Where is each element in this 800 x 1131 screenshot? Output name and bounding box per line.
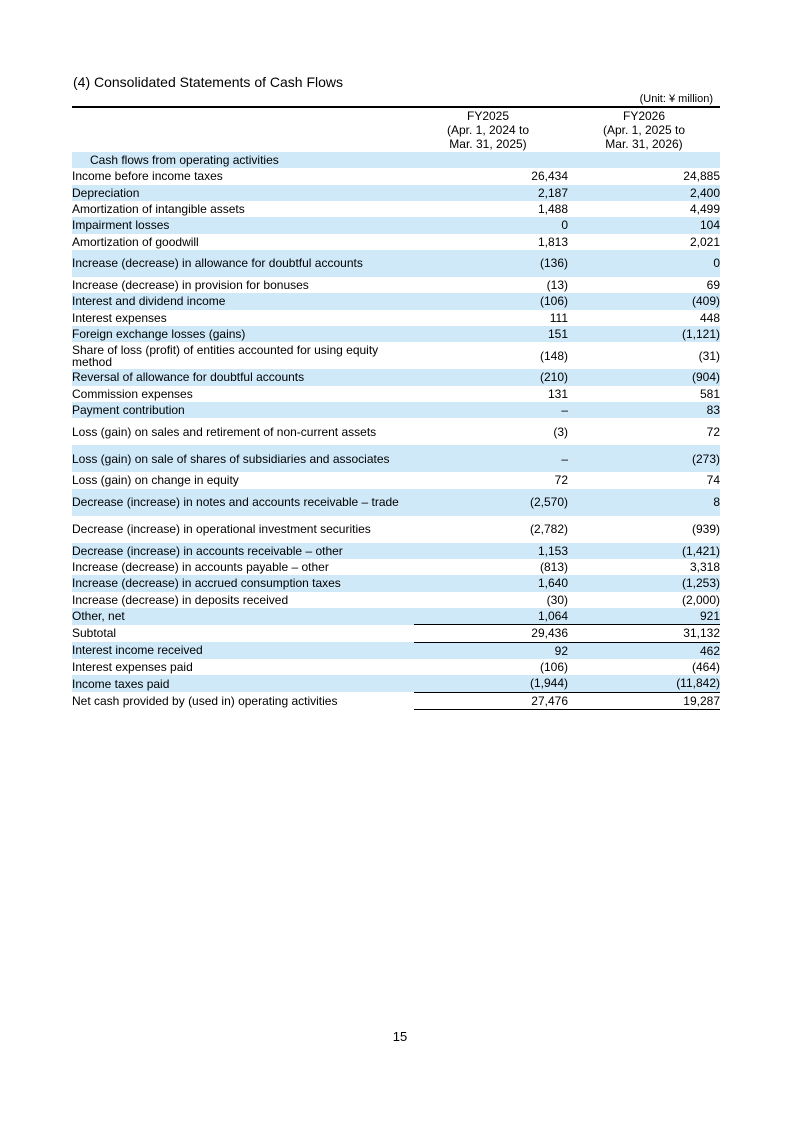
fy2025-value: 27,476 [414,692,568,709]
page-number: 15 [392,1029,408,1044]
fy2025-value: 0 [414,217,568,233]
fy2026-value: (2,000) [681,592,720,607]
table-row [72,543,720,559]
table-row [72,326,720,342]
fy2026-value: 19,287 [568,692,720,709]
fy2025-value: 92 [414,642,568,659]
fy2025-value: (3) [553,424,568,439]
fy2025-value: 29,436 [414,625,568,642]
top-rule [72,106,720,108]
row-label: Foreign exchange losses (gains) [72,326,414,342]
table-row [72,418,720,445]
fy2025-value: 2,187 [414,185,568,201]
table-row [72,386,720,402]
fy2026-value: (464) [691,660,720,675]
fy2026-value: 69 [706,278,720,293]
row-label: Increase (decrease) in allowance for doubtful accounts [72,250,414,277]
fy2026-value: 462 [568,642,720,659]
row-label: Decrease (increase) in operational investment securities [72,522,371,537]
table-row [72,402,720,418]
column-header-fy2025 [414,109,562,151]
fy2025-value: 72 [554,473,568,488]
table-row [72,559,720,575]
column-year: FY2026 [622,109,666,123]
row-label: Interest expenses [72,310,167,325]
fy2025-value: 26,434 [531,169,568,184]
fy2025-value: (136) [414,250,568,277]
row-label: Net cash provided by (used in) operating activities [72,693,338,708]
fy2025-value: (2,570) [414,489,568,516]
fy2026-value: 74 [706,473,720,488]
row-label: Reversal of allowance for doubtful accounts [72,369,414,385]
section-title: (4) Consolidated Statements of Cash Flows [73,74,344,90]
row-label: Other, net [72,608,414,625]
fy2026-value: (409) [568,293,720,309]
fy2026-value: 921 [568,608,720,625]
cash-flow-table [72,152,720,710]
column-header-fy2026 [570,109,718,151]
column-period-end: Mar. 31, 2025) [449,137,527,151]
fy2026-value: 448 [699,310,720,325]
table-row [72,234,720,250]
fy2025-value: (106) [414,293,568,309]
fy2025-value: (210) [414,369,568,385]
row-label: Subtotal [72,626,117,641]
row-label: Loss (gain) on change in equity [72,473,239,488]
fy2025-value: 1,640 [414,575,568,591]
fy2025-value: 151 [414,326,568,342]
fy2025-value: 1,488 [537,202,568,217]
table-row [72,659,720,675]
table-row [72,516,720,543]
table-row [72,293,720,309]
table-row [72,369,720,385]
table-row [72,250,720,277]
fy2025-value: 131 [547,386,568,401]
table-row [72,575,720,591]
row-label: Loss (gain) on sales and retirement of non-current assets [72,424,377,439]
table-row [72,277,720,293]
fy2026-value: (11,842) [568,675,720,692]
row-label: Decrease (increase) in accounts receivable – other [72,543,414,559]
fy2026-value: (1,253) [568,575,720,591]
table-row [72,472,720,488]
table-row [72,489,720,516]
fy2025-value: – [414,402,568,418]
row-label: Interest income received [72,642,414,659]
fy2025-value: 1,064 [414,608,568,625]
column-year: FY2025 [466,109,510,123]
row-label: Depreciation [72,185,414,201]
row-label: Loss (gain) on sale of shares of subsidiaries and associates [72,445,414,472]
row-label: Amortization of goodwill [72,234,199,249]
table-row [72,152,720,168]
row-label: Interest expenses paid [72,660,193,675]
table-row [72,445,720,472]
fy2025-value: 1,153 [414,543,568,559]
row-label: Increase (decrease) in accrued consumption taxes [72,575,414,591]
table-row [72,608,720,625]
fy2026-value: (31) [698,348,720,363]
fy2026-value: 3,318 [689,560,720,575]
fy2026-value: (1,121) [568,326,720,342]
fy2025-value: (30) [546,592,568,607]
fy2026-value: 2,400 [568,185,720,201]
fy2026-value: 2,021 [689,234,720,249]
row-label: Impairment losses [72,217,414,233]
fy2026-value: 104 [568,217,720,233]
table-row [72,310,720,326]
table-row [72,168,720,184]
row-label: Income before income taxes [72,169,223,184]
row-label: Increase (decrease) in accounts payable – other [72,560,329,575]
row-label: Payment contribution [72,402,414,418]
fy2025-value: (813) [539,560,568,575]
row-label: Interest and dividend income [72,293,414,309]
table-row [72,592,720,608]
row-label: Share of loss (profit) of entities accounted for using equity method [72,342,379,369]
fy2026-value: (1,421) [568,543,720,559]
fy2025-value: (1,944) [414,675,568,692]
table-row [72,185,720,201]
fy2026-value: (904) [568,369,720,385]
row-label: Commission expenses [72,386,193,401]
column-period-start: (Apr. 1, 2024 to [446,123,530,137]
column-period-start: (Apr. 1, 2025 to [602,123,686,137]
fy2026-value: 4,499 [689,202,720,217]
fy2025-value [414,152,568,168]
fy2026-value [568,152,720,168]
fy2026-value: 581 [699,386,720,401]
fy2025-value: – [414,445,568,472]
fy2025-value: (106) [539,660,568,675]
table-row [72,217,720,233]
total-row [72,692,720,709]
fy2026-value: 24,885 [683,169,720,184]
row-label: Increase (decrease) in provision for bonuses [72,278,309,293]
row-label: Decrease (increase) in notes and accounts receivable – trade [72,489,414,516]
fy2026-value: (939) [691,522,720,537]
subtotal-row [72,625,720,642]
table-row [72,342,720,369]
fy2026-value: (273) [568,445,720,472]
fy2026-value: 31,132 [568,625,720,642]
table-row [72,675,720,692]
table-row [72,201,720,217]
column-period-end: Mar. 31, 2026) [605,137,683,151]
row-label: Increase (decrease) in deposits received [72,592,289,607]
unit-note: (Unit: ¥ million) [639,93,713,105]
fy2025-value: (2,782) [529,522,568,537]
table-row [72,642,720,659]
fy2026-value: 8 [568,489,720,516]
fy2026-value: 83 [568,402,720,418]
row-label: Income taxes paid [72,675,414,692]
fy2025-value: 111 [549,310,568,325]
fy2025-value: (13) [546,278,568,293]
fy2025-value: 1,813 [537,234,568,249]
fy2026-value: 72 [706,424,720,439]
row-label: Cash flows from operating activities [72,152,414,168]
row-label: Amortization of intangible assets [72,202,245,217]
fy2026-value: 0 [568,250,720,277]
fy2025-value: (148) [539,348,568,363]
